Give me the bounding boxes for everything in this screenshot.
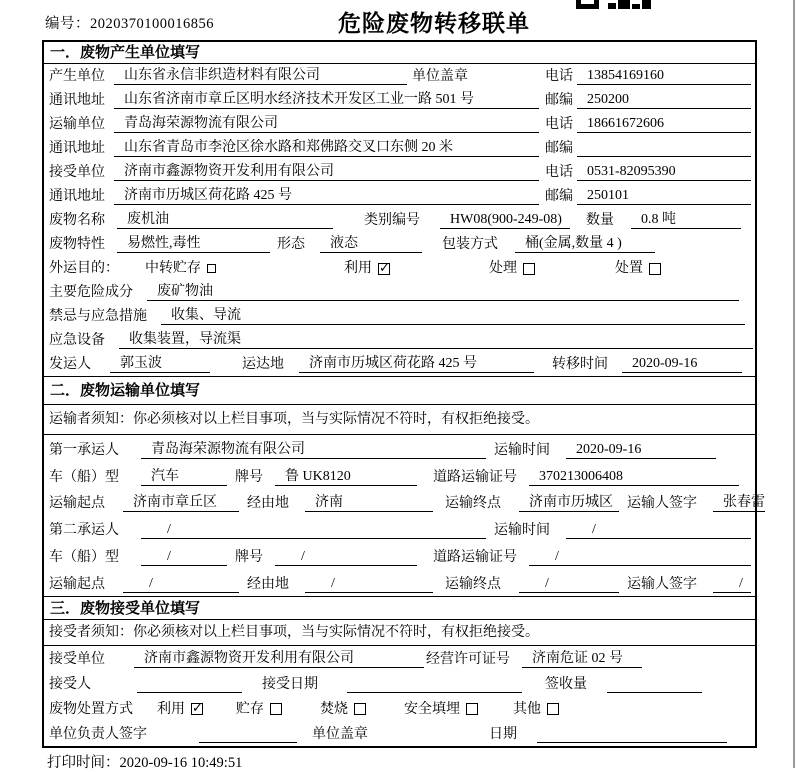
hazard-component-label: 主要危险成分 bbox=[49, 285, 133, 300]
received-qty-field-text bbox=[607, 676, 617, 691]
other-checkbox-group bbox=[513, 701, 559, 718]
receiver-address-row bbox=[44, 184, 755, 208]
receive-unit-label: 接受单位 bbox=[49, 651, 105, 667]
origin-label: 运输起点 bbox=[49, 496, 105, 512]
section-receiver-title: 三．废物接受单位填写 bbox=[44, 596, 755, 620]
second-carrier-row bbox=[44, 515, 755, 542]
origin-field-text: 济南市章丘区 bbox=[133, 495, 217, 511]
via-label: 经由地 bbox=[247, 576, 289, 592]
carrier-sign-field[interactable] bbox=[713, 494, 765, 512]
emergency-measures-label: 禁忌与应急措施 bbox=[49, 309, 147, 324]
section-producer bbox=[44, 42, 755, 376]
check-icon: ✓ bbox=[379, 260, 390, 276]
form-state-field-text: 液态 bbox=[330, 236, 358, 251]
transfer-storage-checkbox-group bbox=[145, 260, 216, 277]
receive-person-row bbox=[44, 671, 755, 696]
emergency-measures-row bbox=[44, 304, 755, 328]
transfer-storage-checkbox[interactable] bbox=[207, 264, 216, 273]
plate-label: 牌号 bbox=[235, 469, 263, 485]
first-carrier-field-text: 青岛海荣源物流有限公司 bbox=[151, 441, 305, 457]
via-field-text: 济南 bbox=[315, 495, 343, 511]
received-qty-label: 签收量 bbox=[545, 676, 587, 692]
road-permit-label: 道路运输证号 bbox=[433, 469, 517, 485]
transport-time-label: 运输时间 bbox=[494, 442, 550, 458]
landfill-checkbox-label: 安全填埋 bbox=[404, 701, 460, 717]
plate-field[interactable] bbox=[275, 468, 417, 486]
outbound-purpose-row bbox=[44, 256, 755, 280]
category-code-label: 类别编号 bbox=[364, 213, 420, 228]
transporter-phone-field-text: 18661672606 bbox=[587, 116, 664, 131]
responsible-sign-label: 单位负责人签字 bbox=[49, 726, 147, 742]
qr-code-fragment bbox=[575, 0, 653, 10]
waste-name-field[interactable] bbox=[117, 211, 333, 229]
transporter-address-field[interactable] bbox=[114, 139, 539, 157]
road-permit-label: 道路运输证号 bbox=[433, 549, 517, 565]
consignor-label: 发运人 bbox=[49, 357, 91, 372]
second-carrier-field-text: / bbox=[167, 522, 171, 538]
form-state-field[interactable] bbox=[320, 235, 422, 253]
transporter-notice: 运输者须知：你必须核对以上栏目事项，当与实际情况不符时，有权拒绝接受。 bbox=[49, 412, 539, 427]
receiver-phone-field[interactable] bbox=[577, 163, 751, 181]
print-time-value: 2020-09-16 10:49:51 bbox=[119, 755, 243, 771]
destination-label: 运达地 bbox=[242, 357, 284, 372]
second-carrier-field[interactable] bbox=[141, 521, 486, 539]
receiver-notice-row bbox=[44, 620, 755, 646]
license-label: 经营许可证号 bbox=[426, 651, 510, 667]
license-field-text: 济南危证 02 号 bbox=[532, 650, 623, 666]
receiver-address-field[interactable] bbox=[114, 187, 539, 205]
transfer-date-field-text: 2020-09-16 bbox=[632, 356, 698, 371]
utilize-checkbox-label: 利用 bbox=[344, 261, 372, 276]
waste-name-label: 废物名称 bbox=[49, 213, 105, 228]
outbound-purpose-label: 外运目的： bbox=[49, 261, 119, 276]
receiver-phone-field-text: 0531-82095390 bbox=[587, 164, 676, 179]
quantity-field[interactable] bbox=[631, 211, 741, 229]
producer-address-label: 通讯地址 bbox=[49, 93, 105, 108]
other-checkbox-label: 其他 bbox=[513, 701, 541, 717]
emergency-equipment-row bbox=[44, 328, 755, 352]
waste-property-label: 废物特性 bbox=[49, 237, 105, 252]
storage-checkbox-label: 贮存 bbox=[236, 701, 264, 717]
second-plate-field[interactable] bbox=[275, 548, 417, 566]
receive-date-field-text bbox=[347, 676, 357, 691]
responsible-sign-field-text bbox=[199, 726, 209, 741]
receiver-person-field-text bbox=[137, 676, 147, 691]
hazard-component-row bbox=[44, 280, 755, 304]
utilize-checkbox-group bbox=[344, 260, 390, 277]
section-producer-title: 一．废物产生单位填写 bbox=[44, 42, 755, 64]
packaging-label: 包装方式 bbox=[442, 237, 498, 252]
first-carrier-label: 第一承运人 bbox=[49, 442, 119, 458]
storage-checkbox-group bbox=[236, 701, 282, 718]
receiver-unit-row bbox=[44, 160, 755, 184]
emergency-measures-field[interactable] bbox=[161, 307, 745, 325]
carrier-sign-field-text: 张春雷 bbox=[723, 495, 765, 511]
doc-number bbox=[45, 12, 214, 33]
plate-field-text: 鲁 UK8120 bbox=[285, 468, 351, 484]
category-code-field-text: HW08(900-249-08) bbox=[450, 212, 562, 227]
consignor-row bbox=[44, 352, 755, 376]
section-transporter bbox=[44, 376, 765, 596]
landfill-checkbox[interactable] bbox=[466, 703, 478, 715]
date-field[interactable] bbox=[537, 725, 727, 743]
page-edge-line bbox=[793, 0, 795, 768]
origin-label: 运输起点 bbox=[49, 576, 105, 592]
transporter-address-row bbox=[44, 136, 755, 160]
incinerate-checkbox-group bbox=[320, 701, 366, 718]
transporter-notice-row bbox=[44, 405, 755, 435]
dispose-checkbox[interactable] bbox=[649, 263, 661, 275]
incinerate-checkbox[interactable] bbox=[354, 703, 366, 715]
license-field[interactable] bbox=[522, 650, 642, 668]
receiver-address-field-text: 济南市历城区荷花路 425 号 bbox=[124, 188, 292, 203]
vehicle-type-field-text: 汽车 bbox=[151, 468, 179, 484]
unit-seal-label: 单位盖章 bbox=[412, 69, 468, 84]
incinerate-checkbox-label: 焚烧 bbox=[320, 701, 348, 717]
postcode-label: 邮编 bbox=[545, 93, 573, 108]
category-code-field[interactable] bbox=[440, 211, 570, 229]
vehicle-type-field[interactable] bbox=[141, 468, 227, 486]
utilize-checkbox-label: 利用 bbox=[157, 701, 185, 717]
emergency-equipment-field-text: 收集装置，导流渠 bbox=[129, 332, 241, 347]
receiver-person-label: 接受人 bbox=[49, 676, 91, 692]
consignor-field[interactable] bbox=[110, 355, 210, 373]
hazard-component-field-text: 废矿物油 bbox=[157, 284, 213, 299]
carrier-sign-label: 运输人签字 bbox=[627, 496, 697, 512]
first-carrier-field[interactable] bbox=[141, 441, 486, 459]
second-vehicle-row bbox=[44, 542, 755, 569]
other-checkbox[interactable] bbox=[547, 703, 559, 715]
treat-checkbox[interactable] bbox=[523, 263, 535, 275]
transporter-phone-field[interactable] bbox=[577, 115, 751, 133]
responsible-sign-field[interactable] bbox=[199, 725, 297, 743]
producer-postcode-field[interactable] bbox=[577, 91, 751, 109]
second-road-permit-field-text: / bbox=[555, 548, 559, 564]
producer-address-row bbox=[44, 88, 755, 112]
via-label: 经由地 bbox=[247, 496, 289, 512]
second-vehicle-type-field-text: / bbox=[167, 548, 171, 564]
transfer-date-label: 转移时间 bbox=[552, 357, 608, 372]
transfer-form-table bbox=[42, 40, 765, 748]
route-row bbox=[44, 489, 765, 516]
destination-field-text: 济南市历城区荷花路 425 号 bbox=[309, 356, 477, 371]
phone-label: 电话 bbox=[545, 165, 573, 180]
carrier-sign-label: 运输人签字 bbox=[627, 576, 697, 592]
road-permit-field[interactable] bbox=[529, 468, 739, 486]
packaging-field-text: 桶(金属,数量 4 ) bbox=[525, 236, 622, 251]
disposal-method-label: 废物处置方式 bbox=[49, 701, 133, 717]
print-time bbox=[47, 751, 242, 772]
via-field[interactable] bbox=[305, 494, 433, 512]
producer-address-field[interactable] bbox=[114, 91, 539, 109]
transporter-unit-field-text: 青岛海荣源物流有限公司 bbox=[124, 116, 278, 131]
storage-checkbox[interactable] bbox=[270, 703, 282, 715]
second-carrier-label: 第二承运人 bbox=[49, 523, 119, 539]
second-terminus-field[interactable] bbox=[519, 575, 619, 593]
receiver-postcode-field[interactable] bbox=[577, 187, 751, 205]
producer-phone-field[interactable] bbox=[577, 67, 751, 85]
receive-date-label: 接受日期 bbox=[262, 676, 318, 692]
dispose-checkbox-label: 处置 bbox=[615, 261, 643, 276]
receiver-notice: 接受者须知：你必须核对以上栏目事项，当与实际情况不符时，有权拒绝接受。 bbox=[49, 624, 539, 640]
receive-date-field[interactable] bbox=[347, 675, 522, 693]
producer-unit-field[interactable] bbox=[114, 67, 407, 85]
waste-property-field[interactable] bbox=[117, 235, 270, 253]
producer-postcode-field-text: 250200 bbox=[587, 92, 629, 107]
transporter-postcode-field-text bbox=[577, 140, 587, 155]
receiver-postcode-field-text: 250101 bbox=[587, 188, 629, 203]
packaging-field[interactable] bbox=[515, 235, 655, 253]
destination-field[interactable] bbox=[299, 355, 534, 373]
transporter-address-label: 通讯地址 bbox=[49, 141, 105, 156]
second-origin-field[interactable] bbox=[123, 575, 239, 593]
doc-number-label: 编号： bbox=[45, 16, 90, 32]
vehicle-type-label: 车（船）型 bbox=[49, 549, 119, 565]
utilize-checkbox-group bbox=[157, 701, 203, 718]
unit-seal-label: 单位盖章 bbox=[312, 726, 368, 742]
second-transport-time-field-text: / bbox=[592, 522, 596, 538]
receive-unit-row bbox=[44, 646, 755, 671]
second-vehicle-type-field[interactable] bbox=[141, 548, 227, 566]
transport-time-field[interactable] bbox=[566, 441, 716, 459]
postcode-label: 邮编 bbox=[545, 141, 573, 156]
receiver-address-label: 通讯地址 bbox=[49, 189, 105, 204]
quantity-label: 数量 bbox=[586, 213, 614, 228]
producer-unit-field-text: 山东省永信非织造材料有限公司 bbox=[124, 68, 320, 83]
disposal-method-row bbox=[44, 696, 755, 721]
quantity-field-text: 0.8 吨 bbox=[641, 212, 676, 227]
waste-name-row bbox=[44, 208, 755, 232]
second-road-permit-field[interactable] bbox=[529, 548, 751, 566]
waste-property-row bbox=[44, 232, 755, 256]
second-route-row bbox=[44, 569, 755, 596]
print-time-label: 打印时间： bbox=[47, 755, 120, 771]
date-field-text bbox=[537, 726, 547, 741]
postcode-label: 邮编 bbox=[545, 189, 573, 204]
vehicle-row bbox=[44, 462, 755, 489]
transfer-date-field[interactable] bbox=[622, 355, 742, 373]
emergency-equipment-field[interactable] bbox=[119, 331, 753, 349]
emergency-equipment-label: 应急设备 bbox=[49, 333, 105, 348]
consignor-field-text: 郭玉波 bbox=[120, 356, 162, 371]
terminus-label: 运输终点 bbox=[445, 576, 501, 592]
transfer-storage-checkbox-label: 中转贮存 bbox=[145, 261, 201, 276]
second-carrier-sign-field[interactable] bbox=[713, 575, 751, 593]
terminus-field[interactable] bbox=[519, 494, 619, 512]
origin-field[interactable] bbox=[123, 494, 239, 512]
producer-unit-label: 产生单位 bbox=[49, 69, 105, 84]
treat-checkbox-group bbox=[489, 260, 535, 277]
phone-label: 电话 bbox=[545, 117, 573, 132]
form-state-label: 形态 bbox=[277, 237, 305, 252]
utilize-checkbox[interactable] bbox=[191, 703, 203, 715]
terminus-field-text: 济南市历城区 bbox=[529, 495, 613, 511]
transport-time-label: 运输时间 bbox=[494, 523, 550, 539]
responsible-sign-row bbox=[44, 721, 755, 746]
second-transport-time-field[interactable] bbox=[566, 521, 751, 539]
transporter-unit-label: 运输单位 bbox=[49, 117, 105, 132]
received-qty-field[interactable] bbox=[607, 675, 702, 693]
producer-unit-row bbox=[44, 64, 755, 88]
second-plate-field-text: / bbox=[301, 548, 305, 564]
producer-phone-field-text: 13854169160 bbox=[587, 68, 664, 83]
waste-name-field-text: 废机油 bbox=[127, 212, 169, 227]
utilize-checkbox[interactable] bbox=[378, 260, 390, 276]
plate-label: 牌号 bbox=[235, 549, 263, 565]
receive-unit-field[interactable] bbox=[134, 650, 424, 668]
second-carrier-sign-field-text: / bbox=[739, 575, 743, 591]
second-terminus-field-text: / bbox=[545, 575, 549, 591]
transporter-address-field-text: 山东省青岛市李沧区徐水路和郑佛路交叉口东侧 20 米 bbox=[124, 140, 453, 155]
vehicle-type-label: 车（船）型 bbox=[49, 469, 119, 485]
dispose-checkbox-group bbox=[615, 260, 661, 277]
date-label: 日期 bbox=[489, 726, 517, 742]
receiver-person-field[interactable] bbox=[137, 675, 242, 693]
phone-label: 电话 bbox=[545, 69, 573, 84]
waste-property-field-text: 易燃性,毒性 bbox=[127, 236, 201, 251]
first-carrier-row bbox=[44, 435, 755, 462]
doc-number-value: 2020370100016856 bbox=[90, 16, 214, 32]
treat-checkbox-label: 处理 bbox=[489, 261, 517, 276]
second-via-field-text: / bbox=[331, 575, 335, 591]
transporter-postcode-field[interactable] bbox=[577, 139, 751, 157]
receive-unit-field-text: 济南市鑫源物资开发利用有限公司 bbox=[144, 650, 354, 666]
receiver-unit-label: 接受单位 bbox=[49, 165, 105, 180]
terminus-label: 运输终点 bbox=[445, 496, 501, 512]
section-receiver bbox=[44, 596, 755, 746]
road-permit-field-text: 370213006408 bbox=[539, 468, 623, 484]
emergency-measures-field-text: 收集、导流 bbox=[171, 308, 241, 323]
page-title: 危险废物转移联单 bbox=[338, 10, 530, 36]
receiver-unit-field[interactable] bbox=[114, 163, 539, 181]
landfill-checkbox-group bbox=[404, 701, 478, 718]
transporter-unit-field[interactable] bbox=[114, 115, 539, 133]
second-via-field[interactable] bbox=[305, 575, 433, 593]
section-transporter-title: 二．废物运输单位填写 bbox=[44, 376, 755, 405]
producer-address-field-text: 山东省济南市章丘区明水经济技术开发区工业一路 501 号 bbox=[124, 92, 474, 107]
transporter-unit-row bbox=[44, 112, 755, 136]
transport-time-field-text: 2020-09-16 bbox=[576, 441, 642, 457]
second-origin-field-text: / bbox=[149, 575, 153, 591]
receiver-unit-field-text: 济南市鑫源物资开发利用有限公司 bbox=[124, 164, 334, 179]
check-icon: ✓ bbox=[192, 701, 203, 717]
hazard-component-field[interactable] bbox=[147, 283, 739, 301]
